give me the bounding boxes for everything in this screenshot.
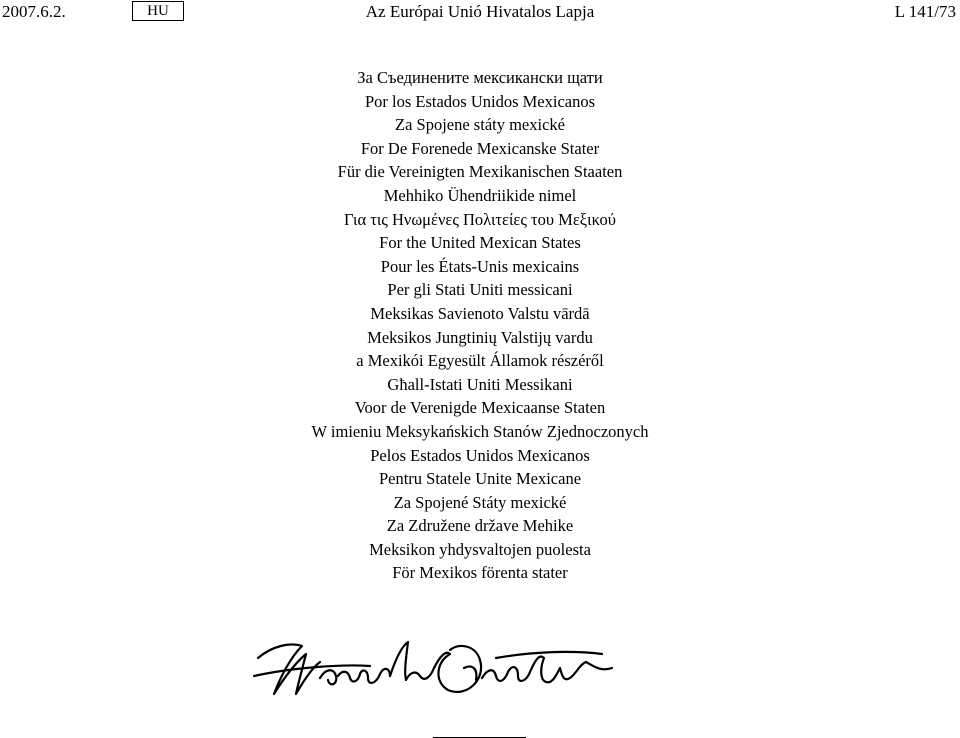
signatory-line: Meksikos Jungtinių Valstijų vardu: [367, 327, 593, 347]
publication-date: 2007.6.2.: [2, 2, 66, 21]
language-badge: HU: [132, 1, 184, 21]
signatory-line: За Съединените мексикански щати: [357, 68, 603, 87]
signatory-line: Mehhiko Ühendriikide nimel: [383, 185, 577, 205]
journal-title: Az Európai Unió Hivatalos Lapja: [365, 2, 595, 21]
signatory-line: Für die Vereinigten Mexikanischen Staaten: [337, 162, 623, 182]
page-number: L 141/73: [894, 2, 956, 21]
handwritten-signature-icon: [250, 628, 620, 700]
signatory-line: För Mexikos förenta stater: [392, 563, 568, 583]
signatory-line: Pentru Statele Unite Mexicane: [378, 469, 582, 489]
signatory-line: Għall-Istati Uniti Messikani: [387, 374, 573, 394]
signatory-line: a Mexikói Egyesült Államok részéről: [356, 351, 604, 371]
signatory-line: For the United Mexican States: [379, 233, 581, 253]
signatory-line: Za Spojené Státy mexické: [393, 492, 567, 512]
signatory-line: Pelos Estados Unidos Mexicanos: [370, 445, 590, 465]
signatory-line: Voor de Verenigde Mexicaanse Staten: [354, 398, 606, 418]
signatory-line: Για τις Ηνωμένες Πολιτείες του Μεξικού: [344, 209, 616, 229]
signatory-line: Za Spojene státy mexické: [395, 115, 565, 135]
signatory-block: [0, 66, 960, 585]
signatory-line: Meksikas Savienoto Valstu vārdā: [370, 303, 590, 323]
signatory-line: W imieniu Meksykańskich Stanów Zjednoczonych: [311, 421, 649, 441]
signatory-line: For De Forenede Mexicanske Stater: [360, 138, 600, 158]
page-header: [0, 0, 960, 28]
signatory-line: Per gli Stati Uniti messicani: [387, 280, 573, 300]
signatory-line: Pour les États-Unis mexicains: [380, 256, 580, 276]
signatory-line: Por los Estados Unidos Mexicanos: [364, 91, 596, 111]
signatory-line: Za Združene države Mehike: [386, 516, 574, 536]
signatory-line: Meksikon yhdysvaltojen puolesta: [369, 539, 591, 559]
